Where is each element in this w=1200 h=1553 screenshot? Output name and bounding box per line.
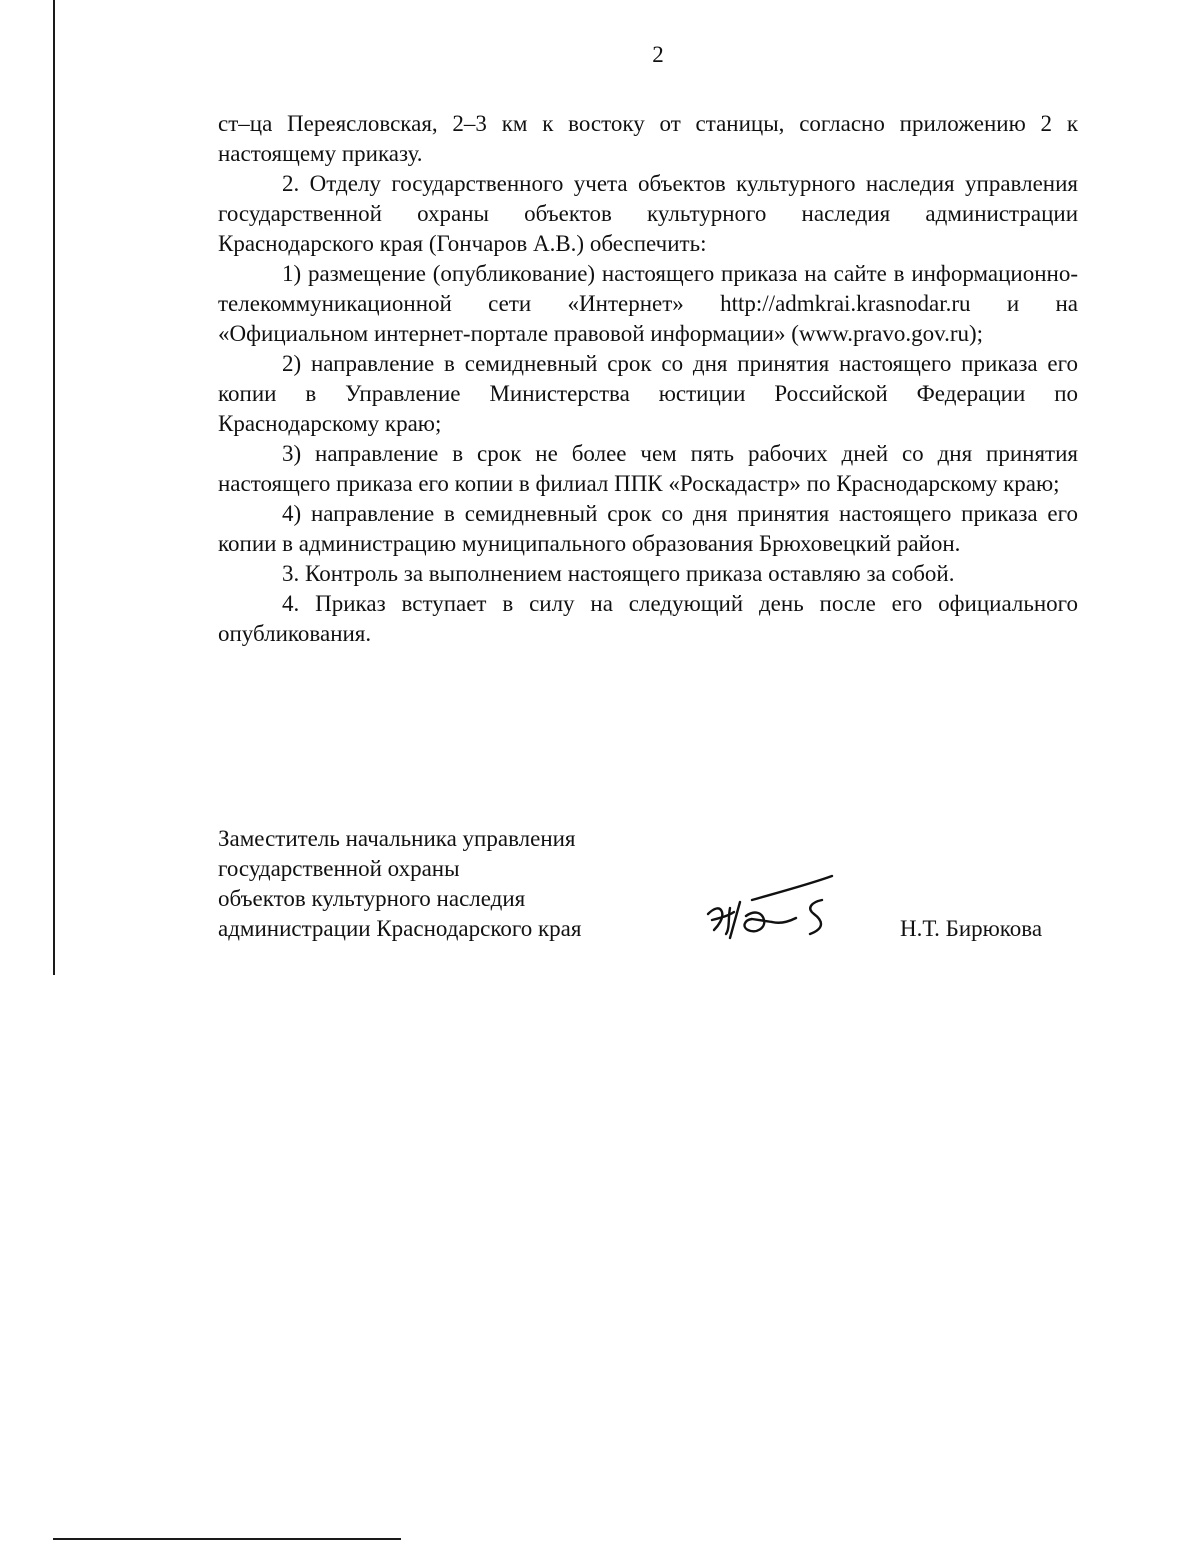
document-body <box>218 109 1078 649</box>
page-number: 2 <box>652 42 664 67</box>
signatory-title-line: администрации Краснодарского края <box>218 916 582 941</box>
paragraph-item-2: 2. Отделу государственного учета объектов культурного наследия управления государственной охраны объектов культурного наследия администрации Краснодарского края (Гончаров А.В.) обеспечить: <box>218 171 1078 256</box>
signatory-title-line: Заместитель начальника управления <box>218 826 576 851</box>
scan-bottom-rule <box>53 1538 401 1540</box>
paragraph-subitem-3: 3) направление в срок не более чем пять рабочих дней со дня принятия настоящего приказа его копии в филиал ППК «Роскадастр» по Краснодарскому краю; <box>218 441 1078 496</box>
signatory-title-line: государственной охраны <box>218 856 460 881</box>
paragraph-subitem-4: 4) направление в семидневный срок со дня принятия настоящего приказа его копии в администрацию муниципального образования Брюховецкий район. <box>218 501 1078 556</box>
paragraph-subitem-2: 2) направление в семидневный срок со дня принятия настоящего приказа его копии в Управление Министерства юстиции Российской Федерации по Краснодарскому краю; <box>218 351 1078 436</box>
paragraph-continuation: ст–ца Переясловская, 2–3 км к востоку от станицы, согласно приложению 2 к настоящему приказу. <box>218 111 1078 166</box>
paragraph-item-4: 4. Приказ вступает в силу на следующий день после его официального опубликования. <box>218 591 1078 646</box>
paragraph-subitem-1: 1) размещение (опубликование) настоящего приказа на сайте в информационно-телекоммуникационной сети «Интернет» http://admkrai.krasnodar.ru и на «Официальном интернет-портале правовой информации» (www.pravo.gov.ru); <box>218 261 1078 346</box>
signatory-title-line: объектов культурного наследия <box>218 886 526 911</box>
handwritten-signature-icon <box>700 872 850 952</box>
signatory-name: Н.Т. Бирюкова <box>900 916 1043 941</box>
paragraph-item-3: 3. Контроль за выполнением настоящего приказа оставляю за собой. <box>282 561 955 586</box>
scan-left-edge <box>53 0 55 975</box>
signature-block <box>218 824 1078 944</box>
